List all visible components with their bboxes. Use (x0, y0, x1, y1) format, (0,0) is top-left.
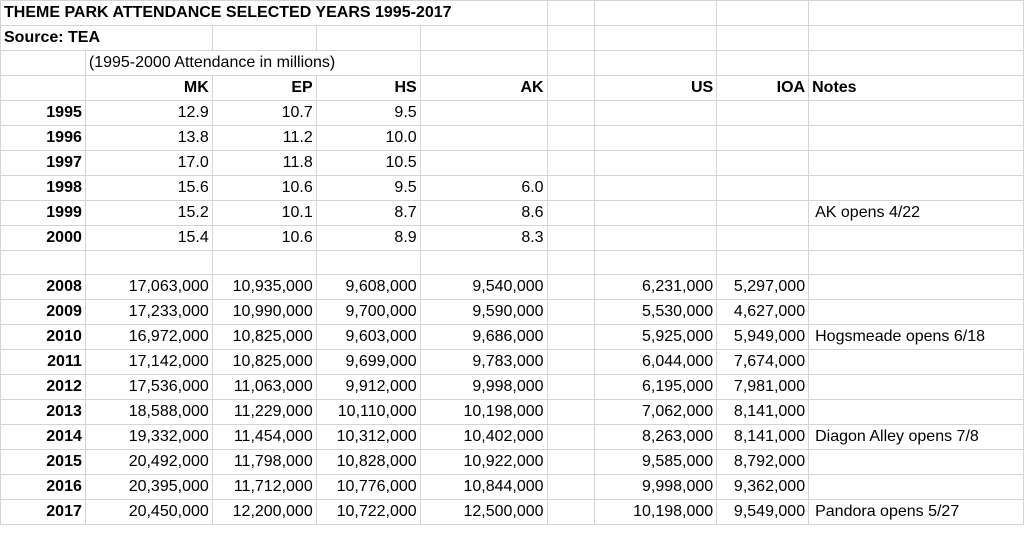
value-cell[interactable]: 10,110,000 (316, 400, 420, 425)
table-row (1, 226, 1024, 251)
value-cell[interactable]: 10,312,000 (316, 425, 420, 450)
value-cell[interactable]: 15.2 (85, 201, 212, 226)
value-cell[interactable]: 6,231,000 (595, 275, 717, 300)
value-cell[interactable] (547, 275, 595, 300)
value-cell[interactable] (547, 226, 595, 251)
units-note[interactable]: (1995-2000 Attendance in millions) (85, 51, 420, 76)
value-cell[interactable]: 15.4 (85, 226, 212, 251)
value-cell[interactable]: 9,700,000 (316, 300, 420, 325)
table-row (1, 400, 1024, 425)
source-label[interactable]: Source: TEA (1, 26, 213, 51)
value-cell[interactable]: 10,990,000 (212, 300, 316, 325)
value-cell[interactable] (547, 251, 595, 275)
value-cell[interactable]: 6,044,000 (595, 350, 717, 375)
value-cell[interactable]: 10,825,000 (212, 350, 316, 375)
value-cell[interactable]: 8,792,000 (717, 450, 809, 475)
value-cell[interactable]: 20,450,000 (85, 500, 212, 525)
value-cell[interactable] (717, 251, 809, 275)
value-cell[interactable]: 6.0 (420, 176, 547, 201)
value-cell[interactable] (717, 126, 809, 151)
value-cell[interactable] (420, 251, 547, 275)
value-cell[interactable] (547, 500, 595, 525)
header-ak[interactable]: AK (420, 76, 547, 101)
year-cell[interactable]: 2010 (1, 325, 86, 350)
value-cell[interactable]: 9,603,000 (316, 325, 420, 350)
note-cell[interactable] (809, 275, 1024, 300)
value-cell[interactable] (595, 101, 717, 126)
year-cell[interactable]: 1998 (1, 176, 86, 201)
year-cell[interactable] (1, 251, 86, 275)
value-cell[interactable]: 8.3 (420, 226, 547, 251)
note-cell[interactable] (809, 151, 1024, 176)
value-cell[interactable]: 11,063,000 (212, 375, 316, 400)
note-cell[interactable] (809, 300, 1024, 325)
value-cell[interactable]: 12,500,000 (420, 500, 547, 525)
value-cell[interactable] (595, 251, 717, 275)
year-cell[interactable]: 2014 (1, 425, 86, 450)
note-cell[interactable]: AK opens 4/22 (809, 201, 1024, 226)
table-row (1, 275, 1024, 300)
table-row (1, 425, 1024, 450)
table-row (1, 300, 1024, 325)
value-cell[interactable]: 10.6 (212, 176, 316, 201)
table-row (1, 450, 1024, 475)
value-cell[interactable]: 6,195,000 (595, 375, 717, 400)
header-row (1, 76, 1024, 101)
table-row (1, 350, 1024, 375)
header-ioa[interactable]: IOA (717, 76, 809, 101)
value-cell[interactable]: 9,549,000 (717, 500, 809, 525)
header-notes[interactable]: Notes (809, 76, 1024, 101)
value-cell[interactable] (547, 450, 595, 475)
value-cell[interactable]: 19,332,000 (85, 425, 212, 450)
value-cell[interactable] (595, 201, 717, 226)
note-cell[interactable]: Pandora opens 5/27 (809, 500, 1024, 525)
value-cell[interactable]: 17,536,000 (85, 375, 212, 400)
value-cell[interactable] (547, 101, 595, 126)
value-cell[interactable]: 9.5 (316, 176, 420, 201)
table-row (1, 176, 1024, 201)
value-cell[interactable]: 10,402,000 (420, 425, 547, 450)
value-cell[interactable] (717, 151, 809, 176)
value-cell[interactable]: 5,949,000 (717, 325, 809, 350)
value-cell[interactable]: 12.9 (85, 101, 212, 126)
value-cell[interactable] (547, 375, 595, 400)
year-cell[interactable]: 2000 (1, 226, 86, 251)
value-cell[interactable]: 5,530,000 (595, 300, 717, 325)
value-cell[interactable]: 10,825,000 (212, 325, 316, 350)
note-cell[interactable] (809, 226, 1024, 251)
value-cell[interactable]: 15.6 (85, 176, 212, 201)
value-cell[interactable]: 9,998,000 (420, 375, 547, 400)
sheet-title[interactable]: THEME PARK ATTENDANCE SELECTED YEARS 1995-2017 (1, 1, 548, 26)
value-cell[interactable]: 10.1 (212, 201, 316, 226)
value-cell[interactable]: 9,540,000 (420, 275, 547, 300)
value-cell[interactable]: 9.5 (316, 101, 420, 126)
value-cell[interactable] (717, 176, 809, 201)
value-cell[interactable] (547, 425, 595, 450)
value-cell[interactable]: 9,585,000 (595, 450, 717, 475)
value-cell[interactable] (717, 101, 809, 126)
value-cell[interactable]: 10,828,000 (316, 450, 420, 475)
value-cell[interactable]: 9,608,000 (316, 275, 420, 300)
value-cell[interactable] (420, 101, 547, 126)
value-cell[interactable] (420, 151, 547, 176)
value-cell[interactable]: 17,142,000 (85, 350, 212, 375)
value-cell[interactable] (595, 151, 717, 176)
value-cell[interactable]: 17,233,000 (85, 300, 212, 325)
value-cell[interactable]: 20,395,000 (85, 475, 212, 500)
value-cell[interactable]: 4,627,000 (717, 300, 809, 325)
note-cell[interactable] (809, 450, 1024, 475)
value-cell[interactable]: 9,699,000 (316, 350, 420, 375)
table-row (1, 375, 1024, 400)
note-cell[interactable] (809, 375, 1024, 400)
value-cell[interactable]: 9,686,000 (420, 325, 547, 350)
value-cell[interactable] (595, 176, 717, 201)
value-cell[interactable]: 12,200,000 (212, 500, 316, 525)
value-cell[interactable]: 11.2 (212, 126, 316, 151)
value-cell[interactable]: 16,972,000 (85, 325, 212, 350)
value-cell[interactable]: 13.8 (85, 126, 212, 151)
year-cell[interactable]: 1995 (1, 101, 86, 126)
value-cell[interactable]: 10.5 (316, 151, 420, 176)
value-cell[interactable] (547, 176, 595, 201)
note-cell[interactable] (809, 126, 1024, 151)
year-cell[interactable]: 2015 (1, 450, 86, 475)
value-cell[interactable]: 10.7 (212, 101, 316, 126)
table-row (1, 101, 1024, 126)
note-cell[interactable] (809, 350, 1024, 375)
note-cell[interactable] (809, 176, 1024, 201)
value-cell[interactable] (547, 400, 595, 425)
value-cell[interactable] (717, 201, 809, 226)
value-cell[interactable] (547, 300, 595, 325)
value-cell[interactable] (547, 151, 595, 176)
value-cell[interactable] (547, 201, 595, 226)
value-cell[interactable]: 20,492,000 (85, 450, 212, 475)
year-cell[interactable]: 2013 (1, 400, 86, 425)
value-cell[interactable]: 11,712,000 (212, 475, 316, 500)
table-row (1, 251, 1024, 275)
header-blank[interactable] (547, 76, 595, 101)
value-cell[interactable]: 10.6 (212, 226, 316, 251)
year-cell[interactable]: 2011 (1, 350, 86, 375)
value-cell[interactable] (212, 251, 316, 275)
table-row (1, 126, 1024, 151)
note-cell[interactable] (809, 101, 1024, 126)
value-cell[interactable]: 10,844,000 (420, 475, 547, 500)
header-mk[interactable]: MK (85, 76, 212, 101)
value-cell[interactable]: 11.8 (212, 151, 316, 176)
value-cell[interactable]: 18,588,000 (85, 400, 212, 425)
value-cell[interactable]: 17,063,000 (85, 275, 212, 300)
value-cell[interactable] (595, 126, 717, 151)
table-row (1, 500, 1024, 525)
value-cell[interactable]: 9,590,000 (420, 300, 547, 325)
note-cell[interactable]: Diagon Alley opens 7/8 (809, 425, 1024, 450)
value-cell[interactable] (547, 350, 595, 375)
year-cell[interactable]: 2012 (1, 375, 86, 400)
table-row (1, 201, 1024, 226)
value-cell[interactable]: 8,263,000 (595, 425, 717, 450)
note-cell[interactable] (809, 251, 1024, 275)
value-cell[interactable]: 10,935,000 (212, 275, 316, 300)
year-cell[interactable]: 2009 (1, 300, 86, 325)
value-cell[interactable]: 7,674,000 (717, 350, 809, 375)
header-hs[interactable]: HS (316, 76, 420, 101)
subnote-row (1, 51, 1024, 76)
year-cell[interactable]: 1997 (1, 151, 86, 176)
value-cell[interactable] (420, 126, 547, 151)
value-cell[interactable]: 11,229,000 (212, 400, 316, 425)
value-cell[interactable] (316, 251, 420, 275)
year-cell[interactable]: 2016 (1, 475, 86, 500)
value-cell[interactable]: 10,198,000 (420, 400, 547, 425)
year-cell[interactable]: 2017 (1, 500, 86, 525)
value-cell[interactable]: 8,141,000 (717, 400, 809, 425)
header-ep[interactable]: EP (212, 76, 316, 101)
value-cell[interactable]: 8.9 (316, 226, 420, 251)
value-cell[interactable]: 10,922,000 (420, 450, 547, 475)
note-cell[interactable] (809, 475, 1024, 500)
value-cell[interactable]: 7,981,000 (717, 375, 809, 400)
table-row (1, 325, 1024, 350)
value-cell[interactable]: 9,998,000 (595, 475, 717, 500)
value-cell[interactable]: 9,912,000 (316, 375, 420, 400)
value-cell[interactable]: 17.0 (85, 151, 212, 176)
title-row (1, 1, 1024, 26)
source-row (1, 26, 1024, 51)
header-us[interactable]: US (595, 76, 717, 101)
value-cell[interactable] (717, 226, 809, 251)
value-cell[interactable]: 9,362,000 (717, 475, 809, 500)
value-cell[interactable]: 8,141,000 (717, 425, 809, 450)
value-cell[interactable]: 8.7 (316, 201, 420, 226)
value-cell[interactable]: 10,776,000 (316, 475, 420, 500)
note-cell[interactable] (809, 400, 1024, 425)
value-cell[interactable]: 5,925,000 (595, 325, 717, 350)
value-cell[interactable] (547, 475, 595, 500)
value-cell[interactable]: 10,198,000 (595, 500, 717, 525)
note-cell[interactable]: Hogsmeade opens 6/18 (809, 325, 1024, 350)
value-cell[interactable]: 11,454,000 (212, 425, 316, 450)
year-cell[interactable]: 2008 (1, 275, 86, 300)
value-cell[interactable]: 8.6 (420, 201, 547, 226)
value-cell[interactable]: 5,297,000 (717, 275, 809, 300)
year-cell[interactable]: 1996 (1, 126, 86, 151)
value-cell[interactable] (595, 226, 717, 251)
value-cell[interactable] (547, 126, 595, 151)
value-cell[interactable]: 9,783,000 (420, 350, 547, 375)
value-cell[interactable] (547, 325, 595, 350)
value-cell[interactable] (85, 251, 212, 275)
year-cell[interactable]: 1999 (1, 201, 86, 226)
table-row (1, 151, 1024, 176)
value-cell[interactable]: 10,722,000 (316, 500, 420, 525)
value-cell[interactable]: 11,798,000 (212, 450, 316, 475)
value-cell[interactable]: 10.0 (316, 126, 420, 151)
table-row (1, 475, 1024, 500)
value-cell[interactable]: 7,062,000 (595, 400, 717, 425)
